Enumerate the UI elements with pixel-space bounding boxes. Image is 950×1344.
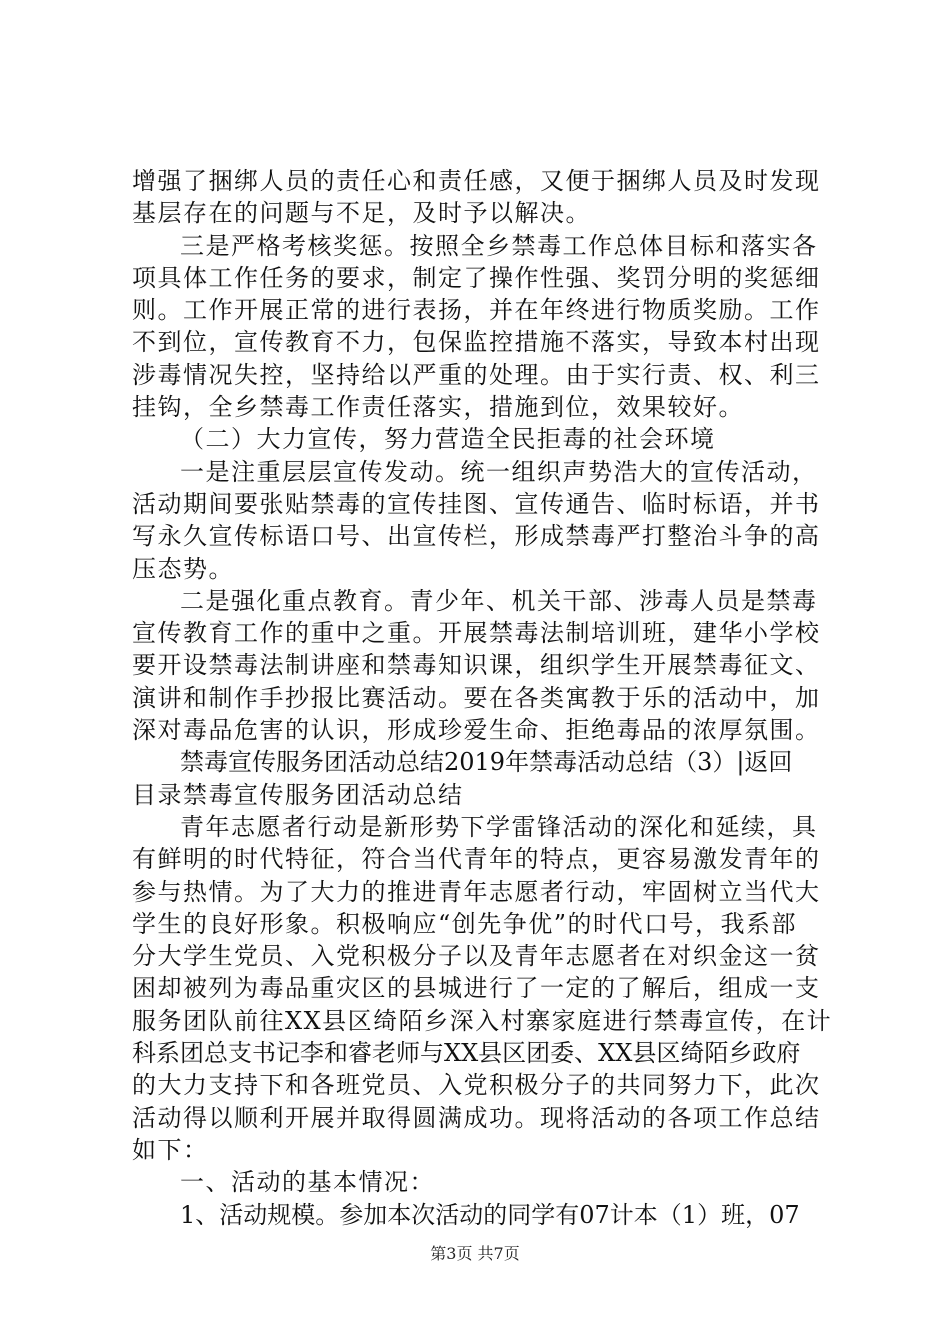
text-line: 一、活动的基本情况： (180, 1168, 435, 1197)
text-line: （二）大力宣传，努力营造全民拒毒的社会环境 (180, 425, 716, 454)
text-line: 演讲和制作手抄报比赛活动。要在各类寓教于乐的活动中，加 (132, 683, 821, 712)
text-line: 禁毒宣传服务团活动总结2019年禁毒活动总结（3）|返回 (180, 748, 793, 777)
text-line: 压态势。 (132, 554, 234, 583)
text-line: 宣传教育工作的重中之重。开展禁毒法制培训班，建华小学校 (132, 619, 821, 648)
text-line: 要开设禁毒法制讲座和禁毒知识课，组织学生开展禁毒征文、 (132, 651, 821, 680)
text-line: 目录禁毒宣传服务团活动总结 (132, 780, 464, 809)
text-line: 困却被列为毒品重灾区的县城进行了一定的了解后，组成一支 (132, 974, 821, 1003)
text-line: 一是注重层层宣传发动。统一组织声势浩大的宣传活动， (180, 457, 818, 486)
text-line: 活动期间要张贴禁毒的宣传挂图、宣传通告、临时标语，并书 (132, 489, 821, 518)
text-line: 不到位，宣传教育不力，包保监控措施不落实，导致本村出现 (132, 328, 821, 357)
text-line: 如下： (132, 1135, 209, 1164)
text-line: 挂钩，全乡禁毒工作责任落实，措施到位，效果较好。 (132, 393, 744, 422)
text-line: 增强了捆绑人员的责任心和责任感，又便于捆绑人员及时发现 (132, 167, 821, 195)
text-line: 学生的良好形象。积极响应“创先争优”的时代口号，我系部 (132, 909, 798, 938)
text-line: 有鲜明的时代特征，符合当代青年的特点，更容易激发青年的 (132, 845, 821, 874)
text-line: 深对毒品危害的认识，形成珍爱生命、拒绝毒品的浓厚氛围。 (132, 716, 821, 745)
text-line: 三是严格考核奖惩。按照全乡禁毒工作总体目标和落实各 (180, 231, 818, 260)
text-line: 基层存在的问题与不足，及时予以解决。 (132, 199, 591, 228)
text-line: 活动得以顺利开展并取得圆满成功。现将活动的各项工作总结 (132, 1103, 821, 1132)
text-line: 二是强化重点教育。青少年、机关干部、涉毒人员是禁毒 (180, 586, 818, 615)
text-line: 项具体工作任务的要求，制定了操作性强、奖罚分明的奖惩细 (132, 263, 821, 292)
document-body (132, 165, 832, 1231)
text-line: 参与热情。为了大力的推进青年志愿者行动，牢固树立当代大 (132, 877, 821, 906)
text-line: 写永久宣传标语口号、出宣传栏，形成禁毒严打整治斗争的高 (132, 522, 821, 551)
text-line: 1、活动规模。参加本次活动的同学有07计本（1）班，07 (180, 1200, 800, 1229)
text-line: 青年志愿者行动是新形势下学雷锋活动的深化和延续，具 (180, 812, 818, 841)
text-line: 分大学生党员、入党积极分子以及青年志愿者在对织金这一贫 (132, 942, 821, 971)
text-line: 服务团队前往XX县区绮陌乡深入村寨家庭进行禁毒宣传，在计 (132, 1006, 833, 1035)
text-line: 的大力支持下和各班党员、入党积极分子的共同努力下，此次 (132, 1071, 821, 1100)
text-line: 则。工作开展正常的进行表扬，并在年终进行物质奖励。工作 (132, 296, 821, 325)
page-number-footer: 第3页 共7页 (430, 1244, 520, 1263)
text-line: 涉毒情况失控，坚持给以严重的处理。由于实行责、权、利三 (132, 360, 821, 389)
text-line: 科系团总支书记李和睿老师与XX县区团委、XX县区绮陌乡政府 (132, 1039, 801, 1068)
